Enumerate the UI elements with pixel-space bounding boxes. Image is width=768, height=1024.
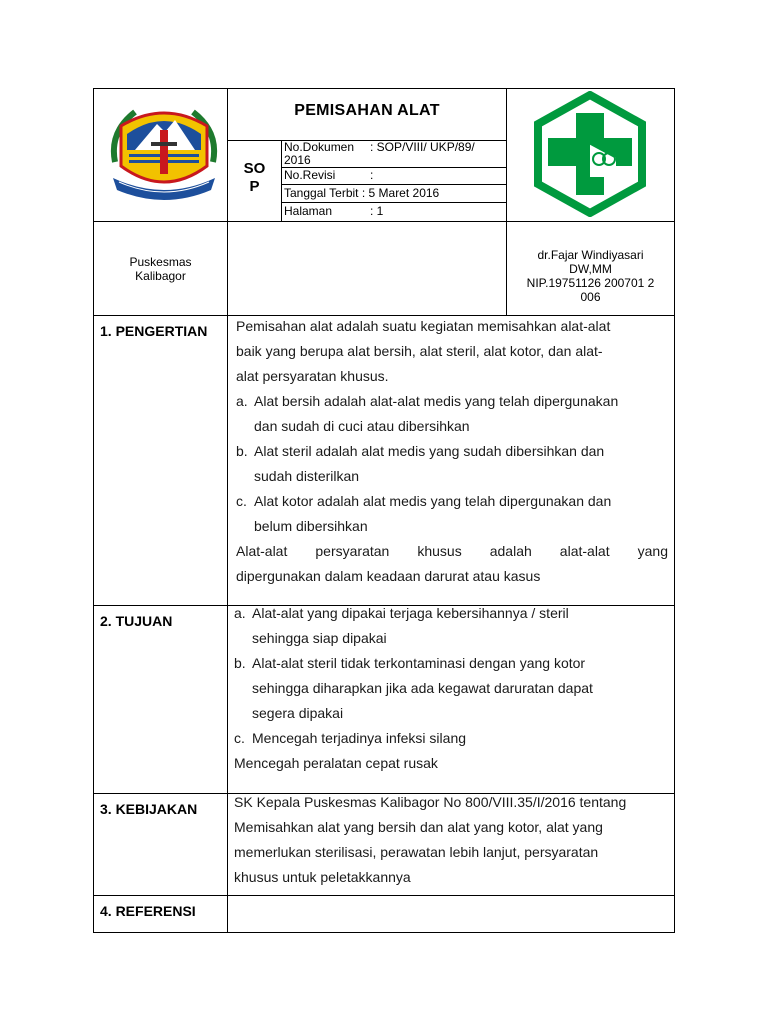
pengertian-intro-line-1: Pemisahan alat adalah suatu kegiatan memisahkan alat-alat [236,318,611,334]
section-label-tujuan: 2. TUJUAN [100,613,173,629]
official-signatory [507,248,674,304]
tujuan-item-c-line-1: Mencegah terjadinya infeksi silang [252,730,467,746]
tujuan-item-c-marker: c. [234,730,245,746]
no-revisi-value: : [370,168,374,182]
meta-halaman [284,204,383,218]
meta-no-revisi [284,168,373,182]
pengertian-item-a [236,389,668,439]
pengertian-intro-line-3: alat persyaratan khusus. [236,368,389,384]
pengertian-item-b-line-2: sudah disterilkan [254,468,360,484]
org-name [94,255,227,283]
divider-row-kebijakan [93,895,675,896]
pengertian-item-b-line-1: Alat steril adalah alat medis yang sudah dibersihkan dan [254,443,605,459]
section-label-kebijakan: 3. KEBIJAKAN [100,801,198,817]
divider-meta-2 [282,184,506,185]
sop-label-line-1: SO [243,160,266,177]
official-nip: NIP.19751126 200701 2 [526,276,655,290]
pengertian-item-c [236,489,668,539]
divider-col-1 [227,88,228,933]
kebijakan-line-3: memerlukan sterilisasi, perawatan lebih lanjut, persyaratan [234,844,599,860]
tujuan-item-b-line-3: segera dipakai [252,705,344,721]
kebijakan-line-2: Memisahkan alat yang bersih dan alat yang kotor, alat yang [234,819,603,835]
org-name-line-2: Kalibagor [135,269,186,283]
pengertian-item-a-line-1: Alat bersih adalah alat-alat medis yang telah dipergunakan [254,393,619,409]
pengertian-item-c-line-2: belum dibersihkan [254,518,368,534]
halaman-value: : 1 [370,204,384,218]
border-top [93,88,675,89]
pengertian-item-a-line-2: dan sudah di cuci atau dibersihkan [254,418,470,434]
divider-sop [281,140,282,221]
no-revisi-label: No.Revisi [284,168,336,182]
section-label-referensi: 4. REFERENSI [100,903,196,919]
pengertian-item-c-marker: c. [236,493,247,509]
meta-no-dokumen [284,140,475,154]
section-label-pengertian: 1. PENGERTIAN [100,323,208,339]
page-title: PEMISAHAN ALAT [294,102,440,119]
tanggal-terbit-label: Tanggal Terbit [284,186,359,200]
section-body-pengertian [236,314,668,589]
official-name: dr.Fajar Windiyasari [537,248,644,262]
pengertian-outro-line-1: Alat-alat persyaratan khusus adalah alat-alat yang [236,543,668,559]
border-bottom [93,932,675,933]
official-nip-cont: 006 [580,290,601,304]
tujuan-item-b-marker: b. [234,655,246,671]
pengertian-outro-line-2: dipergunakan dalam keadaan darurat atau kasus [236,568,541,584]
no-dokumen-label: No.Dokumen [284,140,355,154]
kebijakan-line-1: SK Kepala Puskesmas Kalibagor No 800/VIII.35/I/2016 tentang [234,794,627,810]
sop-label [228,160,281,196]
kebijakan-line-4: khusus untuk peletakkannya [234,869,411,885]
official-title: DW,MM [569,262,612,276]
divider-row-header [93,221,675,222]
tujuan-last-line: Mencegah peralatan cepat rusak [234,755,438,771]
section-body-kebijakan [234,790,670,890]
pengertian-item-b [236,439,668,489]
tujuan-item-b [234,651,668,726]
border-right [674,88,675,933]
tujuan-item-a [234,601,668,651]
regency-logo-icon [105,102,223,208]
tanggal-terbit-value: : 5 Maret 2016 [361,186,440,200]
tujuan-item-b-line-2: sehingga diharapkan jika ada kegawat daruratan dapat [252,680,593,696]
divider-meta-3 [282,202,506,203]
sop-label-line-2: P [249,178,260,195]
tujuan-item-a-marker: a. [234,605,246,621]
tujuan-item-a-line-2: sehingga siap dipakai [252,630,387,646]
border-left [93,88,94,933]
tujuan-item-a-line-1: Alat-alat yang dipakai terjaga kebersihannya / steril [252,605,569,621]
org-name-line-1: Puskesmas [129,255,192,269]
tujuan-item-c [234,726,668,751]
section-body-tujuan [234,601,668,776]
pengertian-item-c-line-1: Alat kotor adalah alat medis yang telah dipergunakan dan [254,493,612,509]
pengertian-intro-line-2: baik yang berupa alat bersih, alat steril, alat kotor, dan alat- [236,343,603,359]
pengertian-item-a-marker: a. [236,393,248,409]
meta-tanggal-terbit [284,186,439,200]
meta-no-dokumen-cont: 2016 [284,153,311,167]
no-dokumen-value: : SOP/VIII/ UKP/89/ [370,140,475,154]
tujuan-item-b-line-1: Alat-alat steril tidak terkontaminasi dengan yang kotor [252,655,586,671]
pengertian-item-b-marker: b. [236,443,248,459]
puskesmas-logo-icon [532,91,648,217]
halaman-label: Halaman [284,204,333,218]
